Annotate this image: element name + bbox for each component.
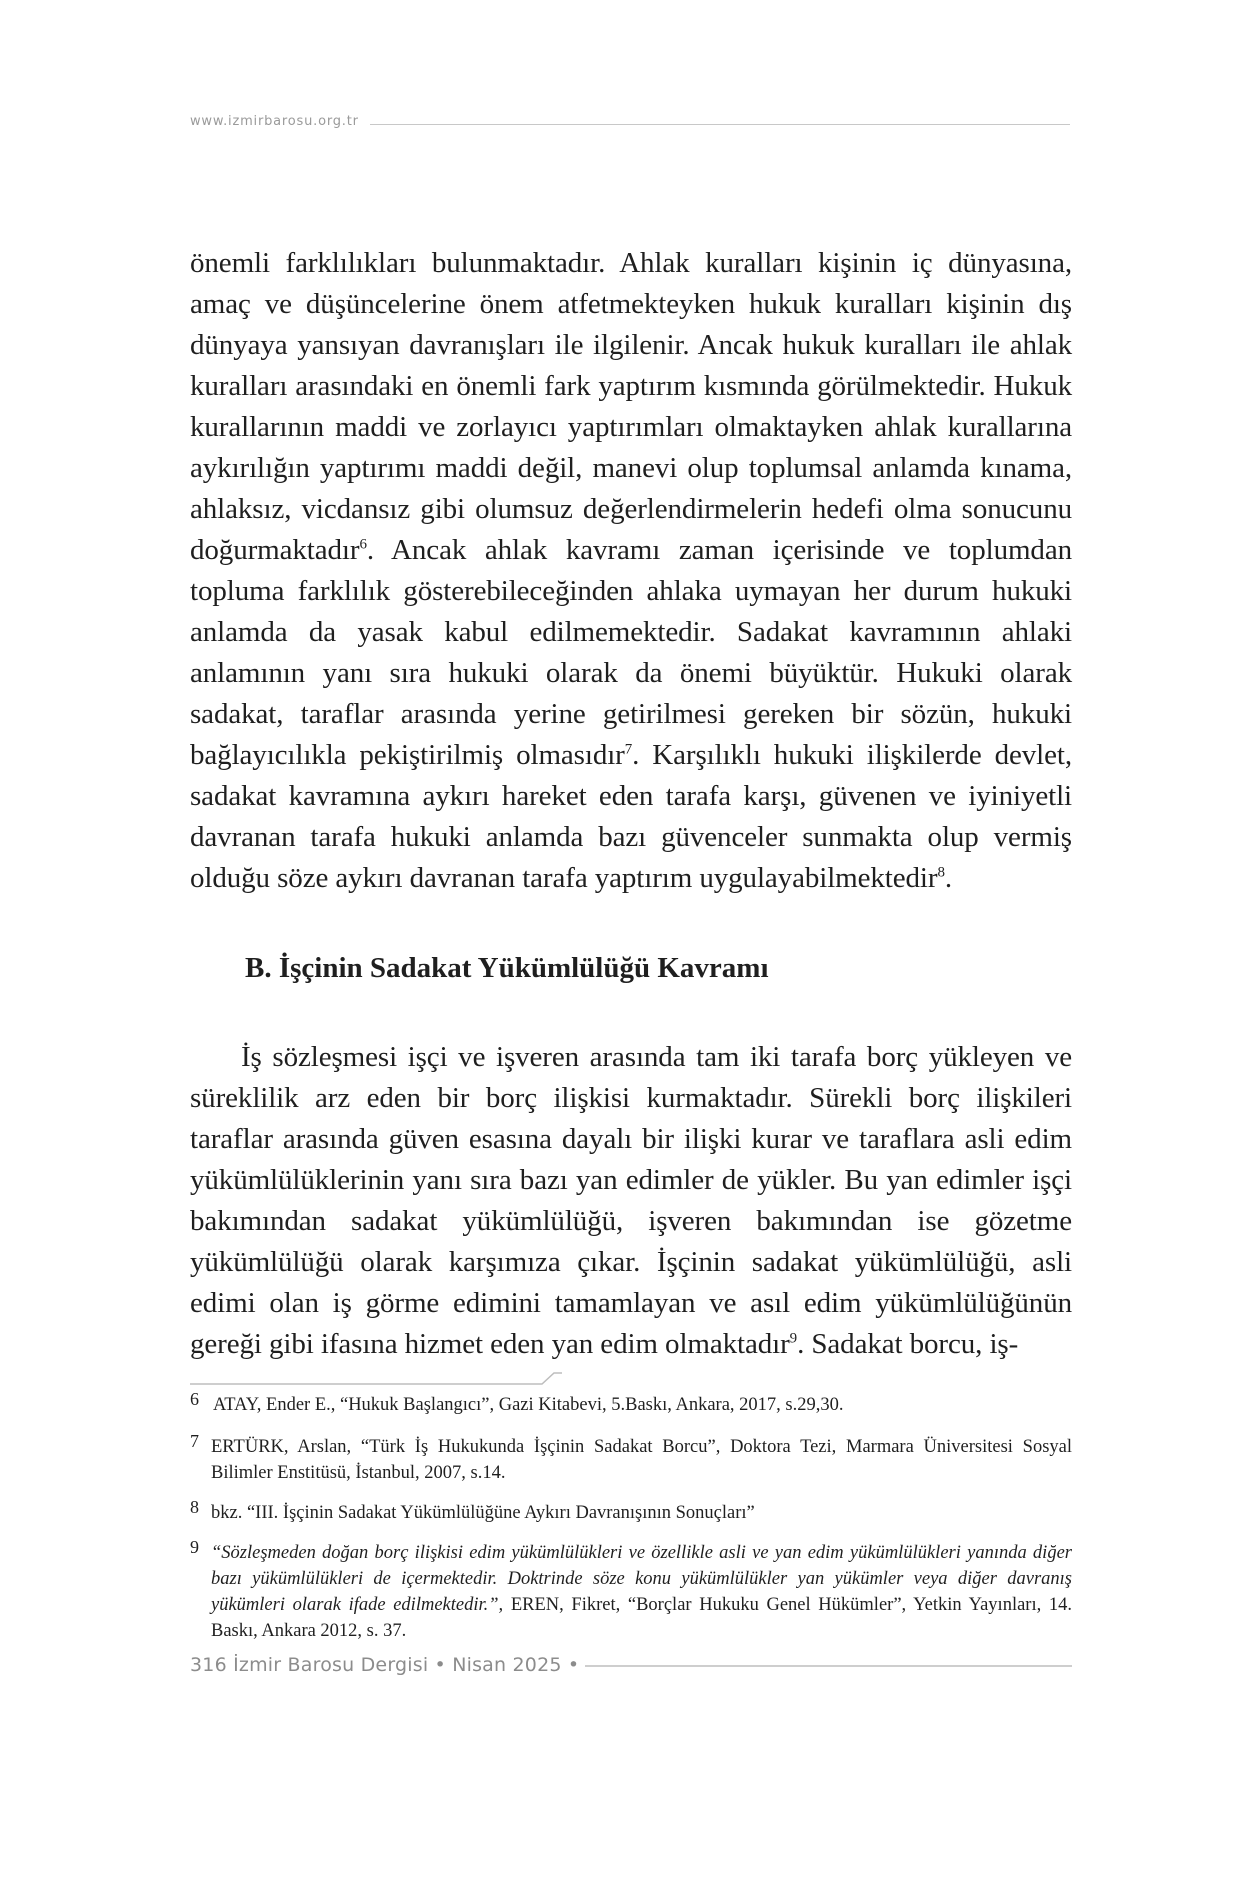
main-text	[190, 243, 1072, 1365]
footnote-9	[190, 1537, 1073, 1644]
page-header	[190, 114, 1070, 134]
footnote-ref-9: 9	[789, 1330, 798, 1347]
footnote-8-text: bkz. “III. İşçinin Sadakat Yükümlülüğüne Aykırı Davranışının Sonuçları”	[211, 1503, 755, 1523]
footnote-ref-7: 7	[624, 741, 633, 758]
footnote-6-text: ATAY, Ender E., “Hukuk Başlangıcı”, Gazi Kitabevi, 5.Baskı, Ankara, 2017, s.29,30.	[213, 1395, 844, 1415]
paragraph-1-part-b: . Ancak ahlak kavramı zaman içerisinde ve toplumdan topluma farklılık gösterebileceğinden ahlaka uymayan her durum hukuki anlamda da yasak kabul edilmemektedir. Sadakat kavramının ahlaki anlamının yanı sıra hukuki olarak da önemi büyüktür. Hukuki olarak sadakat, taraflar arasında yerine getirilmesi gereken bir sözün, hukuki bağlayıcılıkla pekiştirilmiş olmasıdır	[190, 534, 1072, 771]
footnote-ref-6: 6	[359, 536, 367, 553]
footnote-9-number: 9	[190, 1537, 199, 1557]
footer-label: 316 İzmir Barosu Dergisi • Nisan 2025 •	[190, 1654, 585, 1676]
footnote-separator	[190, 1372, 562, 1386]
footnote-6-number: 6	[190, 1389, 199, 1409]
footnote-7-text: ERTÜRK, Arslan, “Türk İş Hukukunda İşçinin Sadakat Borcu”, Doktora Tezi, Marmara Üniversitesi Sosyal Bilimler Enstitüsü, İstanbul, 2007, s.14.	[211, 1437, 1072, 1483]
paragraph-1	[190, 243, 1072, 899]
paragraph-2-part-a: İş sözleşmesi işçi ve işveren arasında tam iki tarafa borç yükleyen ve süreklilik arz eden bir borç ilişkisi kurmaktadır. Sürekli borç ilişkileri taraflar arasında güven esasına dayalı bir ilişki kurar ve taraflara asli edim yükümlülüklerinin yanı sıra bazı yan edimler de yükler. Bu yan edimler işçi bakımından sadakat yükümlülüğü, işveren bakımından ise gözetme yükümlülüğü olarak karşımıza çıkar. İşçinin sadakat yükümlülüğü, asli edimi olan iş görme edimini tamamlayan ve asıl edim yükümlülüğünün gereği gibi ifasına hizmet eden yan edim olmaktadır	[190, 1041, 1072, 1360]
footnote-7	[190, 1431, 1072, 1486]
paragraph-2	[190, 1037, 1072, 1365]
footnotes	[190, 1389, 1073, 1644]
section-heading: B. İşçinin Sadakat Yükümlülüğü Kavramı	[245, 952, 769, 984]
paragraph-1-part-a: önemli farklılıkları bulunmaktadır. Ahlak kuralları kişinin iç dünyasına, amaç ve düşüncelerine önem atfetmekteyken hukuk kuralları kişinin dış dünyaya yansıyan davranışları ile ilgilenir. Ancak hukuk kuralları ile ahlak kuralları arasındaki en önemli fark yaptırım kısmında görülmektedir. Hukuk kurallarının maddi ve zorlayıcı yaptırımları olmaktayken ahlak kurallarına aykırılığın yaptırımı maddi değil, manevi olup toplumsal anlamda kınama, ahlaksız, vicdansız gibi olumsuz değerlendirmelerin hedefi olma sonucunu doğurmaktadır	[190, 247, 1072, 566]
page-footer	[190, 1654, 1072, 1684]
footnote-9-body	[211, 1540, 1072, 1644]
footnote-9-quote: “Sözleşmeden doğan borç ilişkisi edim yükümlülükleri ve özellikle asli ve yan edim yükümlülükleri yanında diğer bazı yükümlülükleri de içermektedir. Doktrinde söze konu yükümlülükler yan yükümler veya diğer davranış yükümleri olarak ifade edilmektedir.”,	[211, 1543, 1072, 1615]
footnote-6	[190, 1389, 1072, 1418]
footnote-8-number: 8	[190, 1497, 199, 1517]
header-rule	[370, 124, 1070, 125]
paragraph-1-part-c: . Karşılıklı hukuki ilişkilerde devlet, sadakat kavramına aykırı hareket eden tarafa karşı, güvenen ve iyiniyetli davranan tarafa hukuki anlamda bazı güvenceler sunmakta olup vermiş olduğu söze aykırı davranan tarafa yaptırım uygulayabilmektedir	[190, 739, 1072, 894]
footnote-7-number: 7	[190, 1431, 199, 1451]
footnote-9-text: EREN, Fikret, “Borçlar Hukuku Genel Hükümler”, Yetkin Yayınları, 14. Baskı, Ankara 2012, s. 37.	[211, 1595, 1073, 1641]
paragraph-2-part-b: . Sadakat borcu, iş-	[797, 1328, 1019, 1360]
footer-rule	[550, 1654, 1072, 1678]
footnote-ref-8: 8	[937, 864, 945, 881]
footnote-8	[190, 1497, 1072, 1526]
paragraph-1-part-d: .	[944, 862, 952, 894]
header-url: www.izmirbarosu.org.tr	[190, 114, 365, 129]
